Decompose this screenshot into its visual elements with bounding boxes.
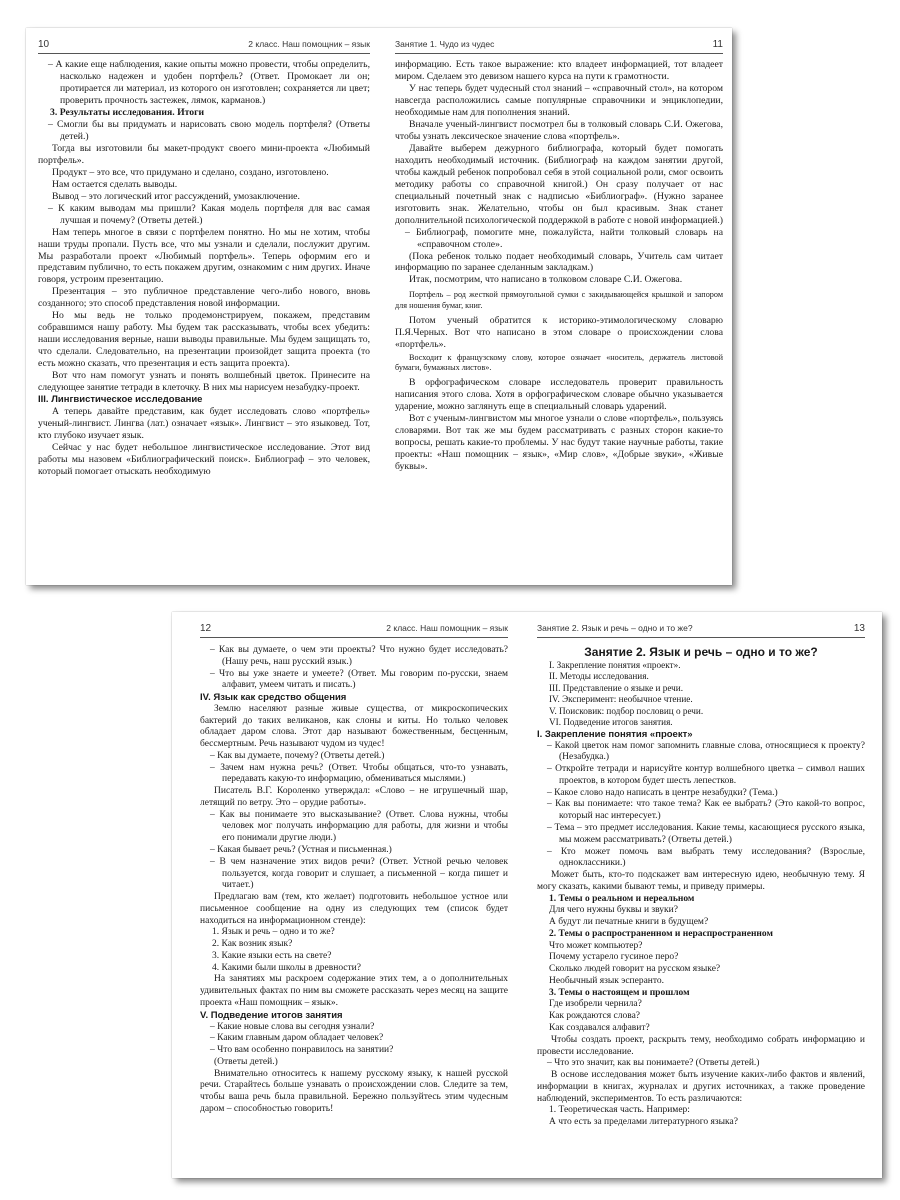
paragraph: А что есть за пределами литературного языка? — [549, 1117, 738, 1128]
running-head: Занятие 2. Язык и речь – одно и то же? — [537, 623, 693, 633]
paragraph: В орфографическом словаре исследователь проверит правильность написания этого слова. Хотя в орфографическом словаре обычно указывается ударение, можно заглянуть еще в специальный словарь ударений. — [395, 376, 723, 412]
paragraph: – Каким главным даром обладает человек? — [210, 1033, 384, 1044]
paragraph: Продукт – это все, что придумано и сделано, создано, изготовлено. — [52, 166, 329, 178]
paragraph: Предлагаю вам (тем, кто желает) подготовить небольшое устное или письменное сообщение на одну из следующих тем (список будет находиться на информационном стенде): — [200, 892, 508, 926]
paragraph: Вот с ученым-лингвистом мы многое узнали о слове «портфель», пользуясь словарями. Вот так же мы будем рассматривать с разных сторон какие-то вопросы, решать какие-то проблемы. У нас будут такие научные работы, такие проекты: «Наш помощник – язык», «Мир слов», «Добрые звуки», «Живые буквы». — [395, 412, 723, 472]
paragraph: (Пока ребенок только подает необходимый словарь, Учитель сам читает информацию по заранее сделанным закладкам.) — [395, 250, 723, 274]
page-11 — [395, 28, 723, 585]
paragraph: – К каким выводам мы пришли? Какая модель портфеля для вас самая лучшая и почему? (Ответы детей.) — [48, 202, 370, 226]
list-item: 4. Какими были школы в древности? — [212, 962, 361, 973]
dictionary-entry: Портфель – род жесткой прямоугольной сумки с закидывающейся крышкой и запором для ношения бумаг, книг. — [395, 290, 723, 311]
paragraph: – Как вы думаете, о чем эти проекты? Что нужно будет исследовать? (Нашу речь, наш русский язык.) — [210, 645, 508, 667]
section-heading: IV. Язык как средство общения — [200, 692, 347, 704]
subheading: 3. Темы о настоящем и прошлом — [549, 987, 690, 998]
section-heading: III. Лингвистическое исследование — [38, 394, 203, 406]
subheading: 2. Темы о распространенном и нераспространенном — [549, 928, 773, 939]
paragraph: Может быть, кто-то подскажет вам интересную идею, необычную тему. Я могу сказать, какими бывают темы, и приведу примеры. — [537, 870, 865, 892]
running-head: 2 класс. Наш помощник – язык — [386, 623, 508, 633]
example-topic: Для чего нужны буквы и звуки? — [549, 905, 678, 916]
paragraph: – Что вам особенно понравилось на занятии? — [210, 1045, 394, 1056]
page-number: 10 — [38, 39, 50, 50]
example-topic: Почему устарело гусиное перо? — [549, 952, 679, 963]
page-number: 12 — [200, 623, 212, 634]
plan-item: III. Представление о языке и речи. — [549, 682, 684, 693]
page-12 — [200, 612, 508, 1178]
paragraph: Вывод – это логический итог рассуждений, умозаключение. — [52, 190, 300, 202]
paragraph: Потом ученый обратится к историко-этимологическому словарю П.Я.Черных. Вот что написано в этом словаре о происхождении слова «портфель». — [395, 314, 723, 350]
paragraph: – Что это значит, как вы понимаете? (Ответы детей.) — [547, 1058, 760, 1069]
page-text — [38, 59, 370, 585]
paragraph: – Как вы понимаете: что такое тема? Как ее выбрать? (Это какой-то вопрос, который нас интересует.) — [547, 799, 865, 822]
page-13 — [537, 612, 865, 1178]
plan-item: IV. Эксперимент: необычное чтение. — [549, 694, 693, 705]
paragraph: – Смогли бы вы придумать и нарисовать свою модель портфеля? (Ответы детей.) — [48, 118, 370, 142]
paragraph: Чтобы создать проект, раскрыть тему, необходимо собрать информацию и провести исследование. — [537, 1034, 865, 1057]
paragraph: – Зачем нам нужна речь? (Ответ. Чтобы общаться, что-то узнавать, передавать какую-то информацию, обмениваться мыслями.) — [210, 762, 508, 785]
paragraph: На занятиях мы раскроем содержание этих тем, а о дополнительных удивительных фактах по ним вы сможете рассказать через месяц на защите проекта «Наш помощник – язык». — [200, 974, 508, 1008]
paragraph: Итак, посмотрим, что написано в толковом словаре С.И. Ожегова. — [409, 274, 683, 286]
page-text — [200, 645, 508, 1178]
paragraph: Нам остается сделать выводы. — [52, 178, 178, 190]
paragraph: (Ответы детей.) — [214, 1056, 278, 1067]
lesson-plan — [537, 660, 865, 729]
paragraph: 1. Теоретическая часть. Например: — [549, 1105, 690, 1116]
example-topic: Как создавался алфавит? — [549, 1023, 650, 1034]
paragraph: – Как вы понимаете это высказывание? (Ответ. Слова нужны, чтобы человек мог получать информацию для работы, для жизни и чтобы его понимали другие люди.) — [210, 809, 508, 844]
example-topic: Как рождаются слова? — [549, 1011, 640, 1022]
page-text — [537, 645, 865, 1178]
page-10 — [38, 28, 370, 585]
paragraph: Вначале ученый-лингвист посмотрел бы в толковый словарь С.И. Ожегова, чтобы узнать лексическое значение слова «портфель». — [395, 118, 723, 142]
paragraph: Вот что нам помогут узнать и понять волшебный цветок. Принесите на следующее занятие тетради в клеточку. В них мы нарисуем незабудку-проект. — [38, 370, 370, 394]
subheading: 1. Темы о реальном и нереальном — [549, 893, 695, 904]
lesson-title: Занятие 2. Язык и речь – одно и то же? — [584, 645, 818, 659]
list-item: 3. Какие языки есть на свете? — [212, 950, 332, 961]
plan-item: II. Методы исследования. — [549, 671, 649, 682]
section-heading: V. Подведение итогов занятия — [200, 1009, 343, 1021]
paragraph: Сейчас у нас будет небольшое лингвистическое исследование. Этот вид работы мы назовем «Библиографический поиск». Библиограф – это человек, который помогает отыскать необходимую — [38, 441, 370, 477]
paragraph: – Тема – это предмет исследования. Какие темы, касающиеся русского языка, мы можем рассматривать? (Ответы детей.) — [547, 823, 865, 845]
paragraph: Нам теперь многое в связи с портфелем понятно. Но мы не хотим, чтобы наши труды пропали. Пусть все, что мы узнали и сделали, послужит другим. Мы разработали проект «Любимый портфель». Теперь оформим его и представим публично, то есть покажем другим, ознакомим с ним других. Иначе говоря, устроим презентацию. — [38, 226, 370, 286]
example-topic: А будут ли печатные книги в будущем? — [549, 917, 709, 928]
plan-item: V. Поисковик: подбор пословиц о речи. — [549, 705, 704, 716]
paragraph: – Кто может помочь вам выбрать тему исследования? (Взрослые, одноклассники.) — [547, 846, 865, 869]
paragraph: Давайте выберем дежурного библиографа, который будет помогать находить необходимый источник. (Библиограф на каждом занятии другой, чтобы каждый ребенок попробовал себя в этой социальной роли, смог освоить методику работы со справочной книгой.) Он сразу получает от нас специальный почетный знак с надписью «Библиограф». (Нужно заранее изготовить знак. Желательно, чтобы он был красивым. Знак станет дополнительной психологической поддержкой в работе с новой информацией.) — [395, 142, 723, 226]
example-topic: Сколько людей говорит на русском языке? — [549, 964, 721, 975]
paragraph: – Библиограф, помогите мне, пожалуйста, найти толковый словарь на «справочном столе». — [405, 226, 723, 250]
paragraph: – Какая бывает речь? (Устная и письменная.) — [210, 845, 392, 856]
book-spread-pages-12-13 — [172, 612, 882, 1178]
example-topic: Необычный язык эсперанто. — [549, 975, 665, 986]
paragraph: Писатель В.Г. Короленко утверждал: «Слово – не игрушечный шар, летящий по ветру. Это – орудие работы». — [200, 786, 508, 808]
section-heading: I. Закрепление понятия «проект» — [537, 728, 693, 740]
book-spread-pages-10-11 — [26, 28, 732, 585]
subheading: 3. Результаты исследования. Итоги — [50, 106, 205, 118]
paragraph: – Что вы уже знаете и умеете? (Ответ. Мы говорим по-русски, знаем алфавит, умеем читать и писать.) — [210, 668, 508, 691]
paragraph: – А какие еще наблюдения, какие опыты можно провести, чтобы определить, насколько надежен и удобен портфель? (Ответ. Промокает ли он; протирается ли материал, из которого он изготовлен; сохраняется ли цвет; проверить прочность застежек, лямок, карманов.) — [48, 59, 370, 106]
plan-item: I. Закрепление понятия «проект». — [549, 659, 681, 670]
paragraph: информацию. Есть такое выражение: кто владеет информацией, тот владеет миром. Сделаем это девизом нашего курса на пути к грамотности. — [395, 59, 723, 82]
paragraph: А теперь давайте представим, как будет исследовать слово «портфель» ученый-лингвист. Лингва (лат.) означает «язык». Лингвист – это языковед. Тот, кто глубоко изучает язык. — [38, 405, 370, 441]
paragraph: У нас теперь будет чудесный стол знаний – «справочный стол», на котором навсегда расположились самые популярные справочники и энциклопедии, необходимые нам для пополнения знаний. — [395, 82, 723, 118]
example-topic: Что может компьютер? — [549, 940, 643, 951]
page-number: 11 — [712, 39, 723, 50]
example-topic: Где изобрели чернила? — [549, 999, 642, 1010]
paragraph: Презентация – это публичное представление чего-либо нового, вновь созданного; это способ представления новой информации. — [38, 286, 370, 310]
plan-item: VI. Подведение итогов занятия. — [549, 717, 673, 728]
paragraph: Но мы ведь не только продемонстрируем, покажем, представим собравшимся нашу работу. Мы будем так рассказывать, чтобы всех убедить: наши исследования верные, наши выводы правильные. Мы будем защищать то, что сделали. Следовательно, на презентации произойдет защита проекта (то есть можно сказать, что презентация и есть защита проекта). — [38, 310, 370, 370]
paragraph: В основе исследования может быть изучение каких-либо фактов и явлений, информации в книгах, журналах и других источниках, а также проведение наблюдений, экспериментов. То есть различаются: — [537, 1070, 865, 1104]
page-number: 13 — [853, 623, 865, 634]
paragraph: – Откройте тетради и нарисуйте контур волшебного цветка – символ наших проектов, в котором будет шесть лепестков. — [547, 764, 865, 786]
list-item: 2. Как возник язык? — [212, 939, 293, 950]
paragraph: Внимательно относитесь к нашему русскому языку, к нашей русской речи. Старайтесь больше узнавать о происхождении слов. Следите за тем, чтобы ваша речь была правильной. Бережно пользуйтесь этим чудесным даром – способностью говорить! — [200, 1068, 508, 1114]
paragraph: – В чем назначение этих видов речи? (Ответ. Устной речью человек пользуется, когда говорит и слушает, а письменной – когда пишет и читает.) — [210, 856, 508, 891]
running-head: 2 класс. Наш помощник – язык — [248, 39, 370, 49]
dictionary-entry: Восходит к французскому слову, которое означает «носитель, держатель листовой бумаги, бумажных листов». — [395, 352, 723, 373]
paragraph: – Какой цветок нам помог запомнить главные слова, относящиеся к проекту? (Незабудка.) — [547, 740, 865, 763]
running-head: Занятие 1. Чудо из чудес — [395, 39, 495, 49]
page-text — [395, 59, 723, 585]
paragraph: – Какие новые слова вы сегодня узнали? — [210, 1021, 375, 1032]
list-item: 1. Язык и речь – одно и то же? — [212, 927, 335, 938]
paragraph: Землю населяют разные живые существа, от микроскопических бактерий до таких великанов, как слоны и киты. Но только человек обладает даром слова. Этот дар называют божественным, бесценным, бессмертным. Речь называют чудом из чудес! — [200, 703, 508, 750]
paragraph: Тогда вы изготовили бы макет-продукт своего мини-проекта «Любимый портфель». — [38, 142, 370, 166]
paragraph: – Как вы думаете, почему? (Ответы детей.) — [210, 750, 385, 761]
paragraph: – Какое слово надо написать в центре незабудки? (Тема.) — [547, 787, 778, 798]
